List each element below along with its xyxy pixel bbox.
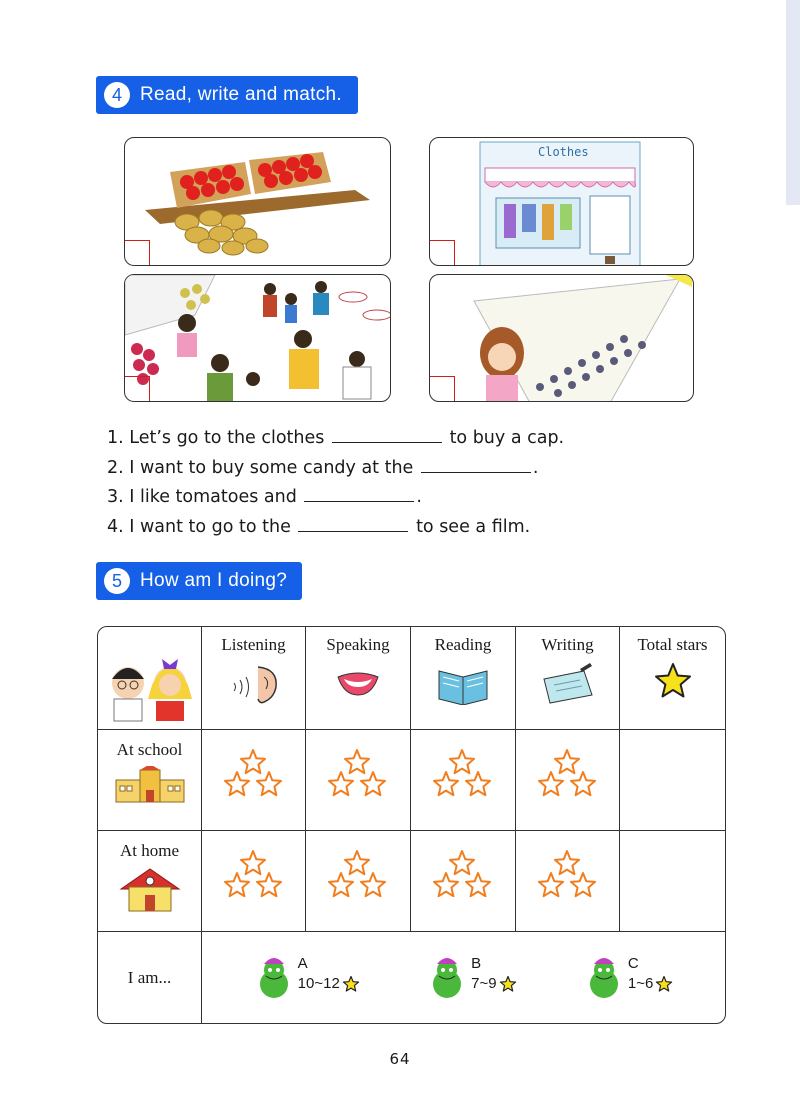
sentence-1: 1. Let’s go to the clothes to buy a cap. bbox=[107, 424, 564, 454]
stars-school-writing[interactable] bbox=[516, 730, 620, 831]
header-speaking: Speaking bbox=[306, 627, 411, 730]
stars-home-reading[interactable] bbox=[411, 831, 516, 932]
kids-header-cell bbox=[98, 627, 202, 730]
empty-star-icon[interactable] bbox=[327, 770, 357, 798]
answer-box-3[interactable] bbox=[124, 376, 150, 402]
section-4-header bbox=[96, 76, 358, 114]
house-icon bbox=[117, 867, 183, 913]
section-5-number: 5 bbox=[104, 568, 130, 594]
empty-star-icon[interactable] bbox=[569, 871, 599, 899]
dinosaur-icon bbox=[427, 954, 467, 1002]
sentence-3: 3. I like tomatoes and . bbox=[107, 483, 564, 513]
star-icon bbox=[342, 975, 360, 993]
row-label-at-home: At home bbox=[98, 831, 202, 932]
fill-in-sentences bbox=[107, 424, 564, 542]
blank-3[interactable] bbox=[304, 483, 414, 502]
picture-cinema bbox=[429, 274, 694, 402]
empty-star-icon[interactable] bbox=[223, 871, 253, 899]
stars-school-speaking[interactable] bbox=[306, 730, 411, 831]
dinosaur-icon bbox=[254, 954, 294, 1002]
tomatoes-potatoes-icon bbox=[125, 138, 391, 266]
answer-box-4[interactable] bbox=[429, 376, 455, 402]
ear-icon bbox=[224, 661, 284, 705]
empty-star-icon[interactable] bbox=[255, 871, 285, 899]
supermarket-crowd-icon bbox=[125, 275, 391, 402]
empty-star-icon[interactable] bbox=[359, 871, 389, 899]
picture-tomatoes-potatoes bbox=[124, 137, 391, 266]
star-icon bbox=[653, 661, 693, 701]
header-writing: Writing bbox=[516, 627, 620, 730]
empty-star-icon[interactable] bbox=[255, 770, 285, 798]
page-edge-tab bbox=[786, 0, 800, 205]
shop-sign: Clothes bbox=[538, 145, 589, 159]
header-total-stars: Total stars bbox=[620, 627, 725, 730]
level-c: C 1~6 bbox=[584, 954, 673, 1002]
empty-star-icon[interactable] bbox=[537, 770, 567, 798]
row-label-at-school: At school bbox=[98, 730, 202, 831]
answer-box-1[interactable] bbox=[124, 240, 150, 266]
section-4-title: Read, write and match. bbox=[140, 84, 342, 105]
stars-home-speaking[interactable] bbox=[306, 831, 411, 932]
star-icon bbox=[499, 975, 517, 993]
stars-home-listening[interactable] bbox=[202, 831, 306, 932]
empty-star-icon[interactable] bbox=[223, 770, 253, 798]
page-number: 64 bbox=[389, 1050, 411, 1068]
cinema-icon bbox=[430, 275, 694, 402]
empty-star-icon[interactable] bbox=[537, 871, 567, 899]
picture-clothes-shop bbox=[429, 137, 694, 266]
school-icon bbox=[112, 766, 188, 806]
self-assessment-table bbox=[97, 626, 726, 1024]
answer-box-2[interactable] bbox=[429, 240, 455, 266]
clothes-shop-icon bbox=[430, 138, 694, 266]
sentence-2: 2. I want to buy some candy at the . bbox=[107, 454, 564, 484]
blank-2[interactable] bbox=[421, 454, 531, 473]
dinosaur-icon bbox=[584, 954, 624, 1002]
empty-star-icon[interactable] bbox=[359, 770, 389, 798]
total-home[interactable] bbox=[620, 831, 725, 932]
empty-star-icon[interactable] bbox=[464, 770, 494, 798]
section-5-title: How am I doing? bbox=[140, 570, 288, 591]
book-icon bbox=[431, 661, 495, 705]
level-a: A 10~12 bbox=[254, 954, 360, 1002]
section-5-header bbox=[96, 562, 302, 600]
header-reading: Reading bbox=[411, 627, 516, 730]
picture-supermarket bbox=[124, 274, 391, 402]
kids-icon bbox=[98, 627, 202, 725]
header-listening: Listening bbox=[202, 627, 306, 730]
blank-1[interactable] bbox=[332, 424, 442, 443]
notebook-icon bbox=[538, 661, 598, 705]
stars-school-reading[interactable] bbox=[411, 730, 516, 831]
empty-star-icon[interactable] bbox=[432, 770, 462, 798]
empty-star-icon[interactable] bbox=[569, 770, 599, 798]
sentence-4: 4. I want to go to the to see a film. bbox=[107, 513, 564, 543]
level-key bbox=[202, 932, 725, 1023]
stars-school-listening[interactable] bbox=[202, 730, 306, 831]
row-label-i-am: I am... bbox=[98, 932, 202, 1023]
stars-home-writing[interactable] bbox=[516, 831, 620, 932]
level-b: B 7~9 bbox=[427, 954, 516, 1002]
empty-star-icon[interactable] bbox=[432, 871, 462, 899]
star-icon bbox=[655, 975, 673, 993]
empty-star-icon[interactable] bbox=[327, 871, 357, 899]
mouth-icon bbox=[328, 661, 388, 705]
total-school[interactable] bbox=[620, 730, 725, 831]
empty-star-icon[interactable] bbox=[464, 871, 494, 899]
section-4-number: 4 bbox=[104, 82, 130, 108]
blank-4[interactable] bbox=[298, 513, 408, 532]
